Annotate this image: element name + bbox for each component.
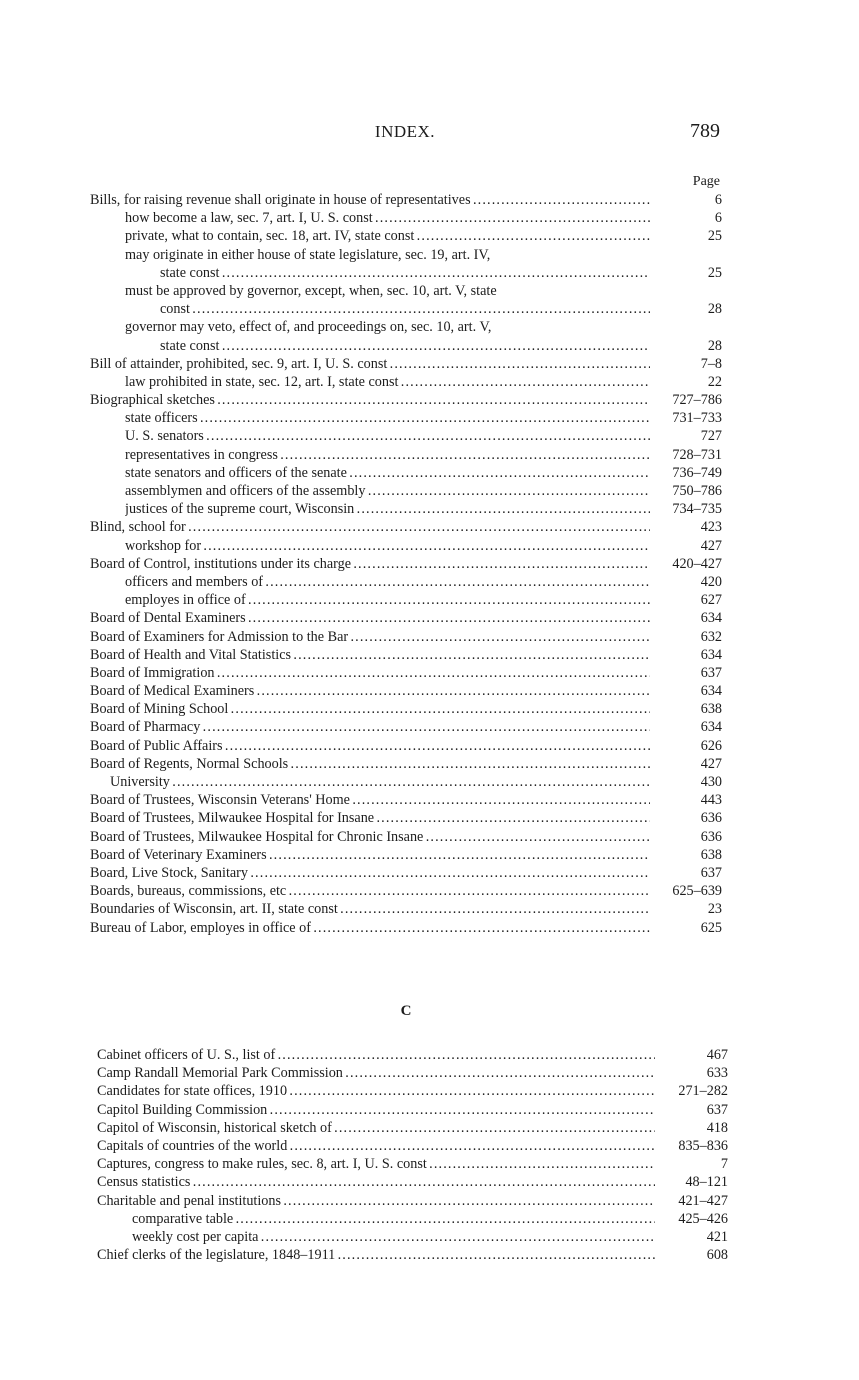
index-entry-page: 420 xyxy=(700,573,722,590)
index-entry-text: Cabinet officers of U. S., list of . . . xyxy=(97,1046,655,1064)
index-entry-page: 271–282 xyxy=(678,1083,728,1100)
index-entry-page: 637 xyxy=(706,1101,728,1118)
index-entry-text: Boundaries of Wisconsin, art. II, state const . . . xyxy=(90,900,650,918)
index-entry-page: 633 xyxy=(706,1065,728,1082)
index-entry xyxy=(0,1082,859,1100)
index-entry-text: Camp Randall Memorial Park Commission . . . xyxy=(97,1064,655,1082)
index-entry-text: Board of Public Affairs . . . xyxy=(90,737,650,755)
index-entry xyxy=(0,209,859,227)
index-entry xyxy=(0,682,859,700)
index-entry-page: 608 xyxy=(706,1247,728,1264)
index-entry xyxy=(0,318,859,336)
index-entry-page: 427 xyxy=(700,755,722,772)
index-entry-page: 22 xyxy=(707,373,722,390)
index-entry xyxy=(0,1155,859,1173)
index-entry-text: University . . . xyxy=(110,773,650,791)
index-entry xyxy=(0,1192,859,1210)
index-entry-text: must be approved by governor, except, when, sec. 10, art. V, state xyxy=(125,282,497,299)
index-entry-page: 634 xyxy=(700,719,722,736)
index-entry xyxy=(0,1064,859,1082)
index-entry-text: workshop for . . . xyxy=(125,537,650,555)
index-entry-page: 418 xyxy=(706,1119,728,1136)
index-entry xyxy=(0,518,859,536)
index-entry xyxy=(0,227,859,245)
index-entry-text: Bills, for raising revenue shall originate in house of representatives . . . xyxy=(90,191,650,209)
index-entry-page: 728–731 xyxy=(672,446,722,463)
index-entry xyxy=(0,591,859,609)
index-entry xyxy=(0,791,859,809)
index-entry xyxy=(0,464,859,482)
index-entry-page: 28 xyxy=(707,337,722,354)
index-entry xyxy=(0,1210,859,1228)
index-entry-text: Board of Immigration . . . xyxy=(90,664,650,682)
index-entry xyxy=(0,628,859,646)
index-entry xyxy=(0,373,859,391)
index-entry-page: 632 xyxy=(700,628,722,645)
index-entry xyxy=(0,864,859,882)
index-entry-text: Board of Trustees, Milwaukee Hospital for Insane . . . xyxy=(90,809,650,827)
index-entry-text: Board of Trustees, Wisconsin Veterans' Home . . . xyxy=(90,791,650,809)
index-entry xyxy=(0,773,859,791)
index-entry-text: Board of Health and Vital Statistics . . . xyxy=(90,646,650,664)
index-entry-text: Board of Pharmacy . . . xyxy=(90,718,650,736)
index-entry-text: Board of Control, institutions under its charge . . . xyxy=(90,555,650,573)
index-entry xyxy=(0,337,859,355)
index-entry xyxy=(0,828,859,846)
index-entry-text: private, what to contain, sec. 18, art. IV, state const . . . xyxy=(125,227,650,245)
index-entry-text: Bill of attainder, prohibited, sec. 9, art. I, U. S. const . . . xyxy=(90,355,650,373)
index-entry xyxy=(0,573,859,591)
index-entry-text: Board of Examiners for Admission to the Bar . . . xyxy=(90,628,650,646)
index-entry xyxy=(0,500,859,518)
index-entry-text: const . . . xyxy=(160,300,650,318)
index-entry xyxy=(0,846,859,864)
index-entry-page: 636 xyxy=(700,810,722,827)
index-entry-page: 731–733 xyxy=(672,410,722,427)
index-entry-page: 427 xyxy=(700,537,722,554)
index-entry-text: Candidates for state offices, 1910 . . . xyxy=(97,1082,655,1100)
index-entry xyxy=(0,264,859,282)
index-entry-page: 634 xyxy=(700,610,722,627)
index-entry-page: 727 xyxy=(700,428,722,445)
index-section-c xyxy=(0,1046,859,1264)
index-entry-text: state senators and officers of the senate . . . xyxy=(125,464,650,482)
index-entry-text: U. S. senators . . . xyxy=(125,427,650,445)
index-entry-text: Board of Mining School . . . xyxy=(90,700,650,718)
index-entry-text: Board of Trustees, Milwaukee Hospital for Chronic Insane . . . xyxy=(90,828,650,846)
index-entry-text: Blind, school for . . . xyxy=(90,518,650,536)
index-entry xyxy=(0,282,859,300)
index-entry-page: 28 xyxy=(707,301,722,318)
index-entry-page: 636 xyxy=(700,828,722,845)
index-entry-text: Boards, bureaus, commissions, etc . . . xyxy=(90,882,650,900)
index-entry xyxy=(0,1046,859,1064)
index-entry-page: 638 xyxy=(700,701,722,718)
index-entry xyxy=(0,391,859,409)
index-entry-text: Board of Medical Examiners . . . xyxy=(90,682,650,700)
index-entry xyxy=(0,355,859,373)
index-entry-page: 734–735 xyxy=(672,501,722,518)
index-entry xyxy=(0,664,859,682)
index-entry xyxy=(0,300,859,318)
index-entry-text: state const . . . xyxy=(160,264,650,282)
index-entry xyxy=(0,1119,859,1137)
index-entry-page: 421–427 xyxy=(678,1192,728,1209)
index-entry xyxy=(0,1228,859,1246)
page-title: INDEX. xyxy=(374,122,436,141)
index-entry-text: Board, Live Stock, Sanitary . . . xyxy=(90,864,650,882)
index-entry xyxy=(0,809,859,827)
index-entry-page: 425–426 xyxy=(678,1210,728,1227)
index-entry-text: law prohibited in state, sec. 12, art. I, state const . . . xyxy=(125,373,650,391)
index-entry-page: 638 xyxy=(700,846,722,863)
index-entry-page: 48–121 xyxy=(685,1174,728,1191)
index-entry-page: 637 xyxy=(700,664,722,681)
index-entry-text: Bureau of Labor, employes in office of . . . xyxy=(90,919,650,937)
page-number: 789 xyxy=(690,120,720,142)
index-entry-text: governor may veto, effect of, and proceedings on, sec. 10, art. V, xyxy=(125,319,492,336)
index-entry xyxy=(0,537,859,555)
index-entry-page: 626 xyxy=(700,737,722,754)
index-entry-text: Board of Veterinary Examiners . . . xyxy=(90,846,650,864)
index-entry xyxy=(0,609,859,627)
index-entry-text: Capitals of countries of the world . . . xyxy=(97,1137,655,1155)
index-entry-text: assemblymen and officers of the assembly . . . xyxy=(125,482,650,500)
index-entry xyxy=(0,555,859,573)
index-entry-text: how become a law, sec. 7, art. I, U. S. const . . . xyxy=(125,209,650,227)
index-entry-page: 430 xyxy=(700,774,722,790)
index-entry-page: 7–8 xyxy=(700,355,722,372)
index-entry-text: weekly cost per capita . . . xyxy=(132,1228,655,1246)
index-entry-text: Board of Regents, Normal Schools . . . xyxy=(90,755,650,773)
index-entry-text: Capitol Building Commission . . . xyxy=(97,1101,655,1119)
index-entry-page: 627 xyxy=(700,592,722,609)
page-column-label: Page xyxy=(692,174,720,189)
index-entry xyxy=(0,737,859,755)
index-entry xyxy=(0,919,859,937)
index-entry-page: 6 xyxy=(714,192,722,208)
index-entry xyxy=(0,1137,859,1155)
index-entry xyxy=(0,1173,859,1191)
index-entry-text: Captures, congress to make rules, sec. 8, art. I, U. S. const . . . xyxy=(97,1155,655,1173)
index-entry-page: 736–749 xyxy=(672,464,722,481)
index-entry xyxy=(0,718,859,736)
index-entry-text: may originate in either house of state legislature, sec. 19, art. IV, xyxy=(125,246,491,263)
index-entry-page: 23 xyxy=(707,901,722,918)
index-entry xyxy=(0,700,859,718)
index-entry-text: Chief clerks of the legislature, 1848–1911 . . . xyxy=(97,1246,655,1264)
index-entry xyxy=(0,646,859,664)
index-entry-text: state officers . . . xyxy=(125,409,650,427)
index-entry-page: 634 xyxy=(700,683,722,700)
index-entry-text: Census statistics . . . xyxy=(97,1173,655,1191)
index-entry-page: 625–639 xyxy=(672,883,722,900)
index-entry-text: employes in office of . . . xyxy=(125,591,650,609)
index-entry xyxy=(0,1246,859,1264)
index-entry-page: 7 xyxy=(720,1156,728,1173)
index-entry-page: 423 xyxy=(700,519,722,536)
index-entry-text: state const . . . xyxy=(160,337,650,355)
index-entry-text: justices of the supreme court, Wisconsin . . . xyxy=(125,500,650,518)
index-entry-text: Charitable and penal institutions . . . xyxy=(97,1192,655,1210)
index-entry xyxy=(0,755,859,773)
index-entry-text: Biographical sketches . . . xyxy=(90,391,650,409)
index-entry-page: 634 xyxy=(700,646,722,663)
index-entry xyxy=(0,1101,859,1119)
index-entry xyxy=(0,246,859,264)
index-entry xyxy=(0,446,859,464)
index-entry-text: officers and members of . . . xyxy=(125,573,650,591)
index-entry xyxy=(0,191,859,209)
index-entry-page: 750–786 xyxy=(672,483,722,499)
index-entry-page: 443 xyxy=(700,792,722,809)
index-entry-page: 467 xyxy=(706,1047,728,1063)
index-entry-page: 637 xyxy=(700,864,722,881)
index-entry-page: 420–427 xyxy=(672,555,722,572)
index-entry xyxy=(0,482,859,500)
index-entry-text: Capitol of Wisconsin, historical sketch of . . . xyxy=(97,1119,655,1137)
index-entry-text: comparative table . . . xyxy=(132,1210,655,1228)
index-entry xyxy=(0,409,859,427)
index-entry-page: 6 xyxy=(714,210,722,227)
index-entry-text: representatives in congress . . . xyxy=(125,446,650,464)
index-entry-page: 835–836 xyxy=(678,1137,728,1154)
index-entry-page: 25 xyxy=(707,228,722,245)
index-entry-page: 421 xyxy=(706,1228,728,1245)
index-section-b xyxy=(0,191,859,937)
index-entry-page: 25 xyxy=(707,264,722,281)
index-entry xyxy=(0,900,859,918)
index-entry-page: 625 xyxy=(700,919,722,936)
index-entry-page: 727–786 xyxy=(672,392,722,409)
index-entry xyxy=(0,882,859,900)
section-letter-heading: C xyxy=(400,1003,412,1019)
index-entry xyxy=(0,427,859,445)
index-entry-text: Board of Dental Examiners . . . xyxy=(90,609,650,627)
